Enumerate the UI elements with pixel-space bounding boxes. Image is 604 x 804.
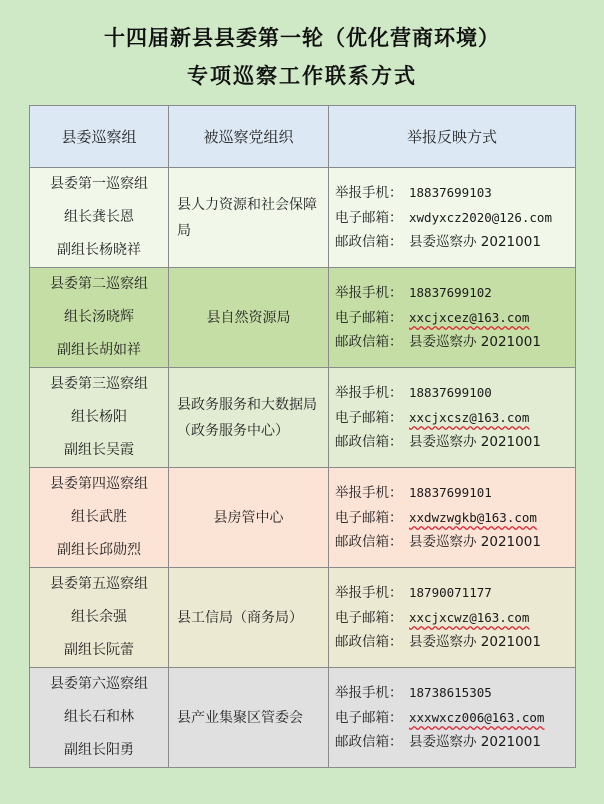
post-label: 邮政信箱： bbox=[335, 734, 403, 750]
email-address[interactable]: xxdwzwgkb@163.com bbox=[409, 510, 537, 525]
post-box: 县委巡察办 2021001 bbox=[409, 734, 541, 750]
phone-label: 举报手机： bbox=[335, 385, 403, 401]
unit-name: 县人力资源和社会保障局 bbox=[177, 196, 317, 239]
email-address[interactable]: xxcjxcwz@163.com bbox=[409, 610, 530, 625]
group-cell bbox=[30, 468, 169, 568]
table-row bbox=[30, 268, 576, 368]
table-header-row bbox=[30, 106, 576, 168]
email-label: 电子邮箱： bbox=[335, 610, 403, 626]
group-cell bbox=[30, 168, 169, 268]
table-row bbox=[30, 468, 576, 568]
table-row bbox=[30, 568, 576, 668]
phone-number[interactable]: 18837699103 bbox=[409, 185, 492, 200]
email-address[interactable]: xwdyxcz2020@126.com bbox=[409, 210, 552, 225]
group-name: 县委第五巡察组 bbox=[50, 576, 148, 592]
title-line-1: 十四届新县县委第一轮（优化营商环境） bbox=[104, 25, 500, 50]
unit-cell bbox=[169, 168, 329, 268]
post-label: 邮政信箱： bbox=[335, 634, 403, 650]
phone-label: 举报手机： bbox=[335, 185, 403, 201]
table-row bbox=[30, 368, 576, 468]
phone-label: 举报手机： bbox=[335, 285, 403, 301]
phone-number[interactable]: 18837699102 bbox=[409, 285, 492, 300]
phone-number[interactable]: 18738615305 bbox=[409, 685, 492, 700]
contact-cell bbox=[329, 668, 576, 768]
unit-cell bbox=[169, 668, 329, 768]
unit-cell bbox=[169, 368, 329, 468]
group-deputy: 副组长邱勋烈 bbox=[57, 542, 141, 558]
contact-table bbox=[29, 105, 576, 768]
post-box: 县委巡察办 2021001 bbox=[409, 634, 541, 650]
post-box: 县委巡察办 2021001 bbox=[409, 434, 541, 450]
group-name: 县委第三巡察组 bbox=[50, 376, 148, 392]
contact-cell bbox=[329, 568, 576, 668]
contact-cell bbox=[329, 168, 576, 268]
phone-label: 举报手机： bbox=[335, 685, 403, 701]
email-label: 电子邮箱： bbox=[335, 210, 403, 226]
group-deputy: 副组长杨晓祥 bbox=[57, 242, 141, 258]
group-deputy: 副组长阳勇 bbox=[64, 742, 134, 758]
unit-cell bbox=[169, 268, 329, 368]
contact-cell bbox=[329, 468, 576, 568]
unit-name: 县工信局（商务局） bbox=[177, 609, 303, 626]
email-label: 电子邮箱： bbox=[335, 710, 403, 726]
email-address[interactable]: xxcjxcsz@163.com bbox=[409, 410, 530, 425]
title-line-2: 专项巡察工作联系方式 bbox=[187, 63, 417, 88]
post-box: 县委巡察办 2021001 bbox=[409, 534, 541, 550]
group-leader: 组长龚长恩 bbox=[64, 209, 134, 225]
post-label: 邮政信箱： bbox=[335, 534, 403, 550]
group-leader: 组长武胜 bbox=[71, 509, 127, 525]
group-name: 县委第一巡察组 bbox=[50, 176, 148, 192]
phone-number[interactable]: 18790071177 bbox=[409, 585, 492, 600]
group-cell bbox=[30, 668, 169, 768]
header-contact: 举报反映方式 bbox=[329, 106, 576, 168]
email-label: 电子邮箱： bbox=[335, 410, 403, 426]
email-address[interactable]: xxxwxcz006@163.com bbox=[409, 710, 545, 725]
unit-cell bbox=[169, 468, 329, 568]
unit-name: 县政务服务和大数据局（政务服务中心） bbox=[177, 396, 317, 439]
contact-cell bbox=[329, 368, 576, 468]
group-leader: 组长余强 bbox=[71, 609, 127, 625]
group-cell bbox=[30, 368, 169, 468]
contact-cell bbox=[329, 268, 576, 368]
phone-label: 举报手机： bbox=[335, 485, 403, 501]
group-leader: 组长石和林 bbox=[64, 709, 134, 725]
group-cell bbox=[30, 568, 169, 668]
phone-label: 举报手机： bbox=[335, 585, 403, 601]
unit-name: 县房管中心 bbox=[213, 509, 284, 526]
group-deputy: 副组长吴霞 bbox=[64, 442, 134, 458]
post-label: 邮政信箱： bbox=[335, 434, 403, 450]
post-label: 邮政信箱： bbox=[335, 234, 403, 250]
email-label: 电子邮箱： bbox=[335, 310, 403, 326]
group-cell bbox=[30, 268, 169, 368]
group-deputy: 副组长胡如祥 bbox=[57, 342, 141, 358]
unit-cell bbox=[169, 568, 329, 668]
email-label: 电子邮箱： bbox=[335, 510, 403, 526]
phone-number[interactable]: 18837699100 bbox=[409, 385, 492, 400]
unit-name: 县产业集聚区管委会 bbox=[177, 709, 303, 726]
header-group: 县委巡察组 bbox=[30, 106, 169, 168]
table-row bbox=[30, 168, 576, 268]
unit-name: 县自然资源局 bbox=[206, 309, 291, 326]
table-row bbox=[30, 668, 576, 768]
group-name: 县委第四巡察组 bbox=[50, 476, 148, 492]
phone-number[interactable]: 18837699101 bbox=[409, 485, 492, 500]
post-box: 县委巡察办 2021001 bbox=[409, 334, 541, 350]
group-name: 县委第二巡察组 bbox=[50, 276, 148, 292]
header-unit: 被巡察党组织 bbox=[169, 106, 329, 168]
group-deputy: 副组长阮蕾 bbox=[64, 642, 134, 658]
group-leader: 组长汤晓辉 bbox=[64, 309, 134, 325]
email-address[interactable]: xxcjxcez@163.com bbox=[409, 310, 530, 325]
group-leader: 组长杨阳 bbox=[71, 409, 127, 425]
post-label: 邮政信箱： bbox=[335, 334, 403, 350]
group-name: 县委第六巡察组 bbox=[50, 676, 148, 692]
post-box: 县委巡察办 2021001 bbox=[409, 234, 541, 250]
